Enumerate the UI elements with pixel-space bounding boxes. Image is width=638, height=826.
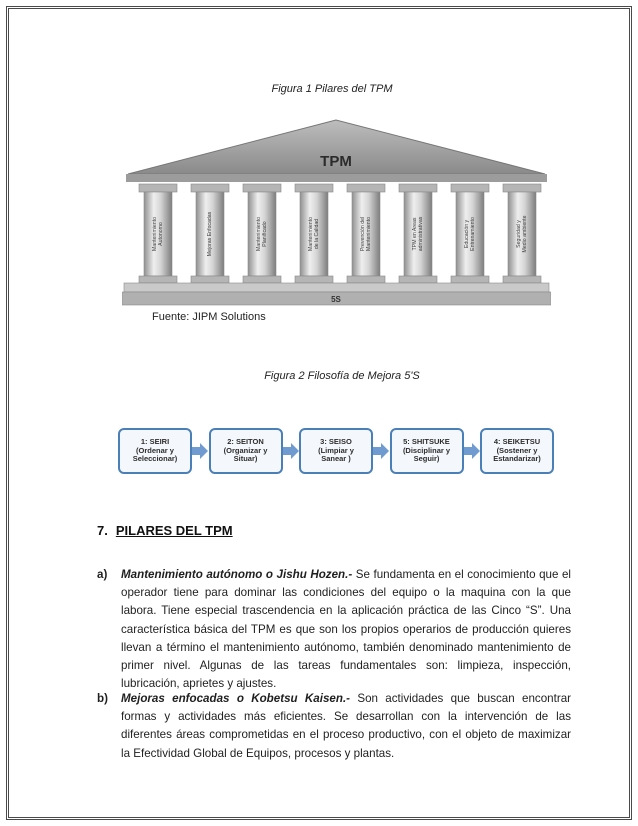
pillar-label-line: administrativas — [418, 216, 424, 252]
arrow-right-icon — [283, 443, 299, 459]
flow-step-label: 3: SEISO (Limpiar y Sanear ) — [318, 437, 354, 464]
pillar-label — [207, 211, 213, 256]
pillar-label — [308, 217, 320, 251]
figure-2-caption: Figura 2 Filosofía de Mejora 5'S — [264, 370, 420, 382]
arrow-right-icon — [192, 443, 208, 459]
pillar-label — [256, 217, 268, 251]
pillar-label-line: TPM en Areas — [412, 217, 418, 251]
figure-1-source: Fuente: JIPM Solutions — [152, 311, 266, 323]
pillar-capital — [191, 184, 229, 192]
pillar-label-line: Medio ambiente — [522, 215, 528, 253]
flow-step-label: 1: SEIRI (Ordenar y Seleccionar) — [132, 437, 178, 464]
pillar-label-line: Mantenimiento — [366, 216, 372, 252]
pillar-label-line: Mantenimiento — [308, 216, 314, 252]
list-item-body: Son actividades que buscan encontrar formas y actividades más eficientes. Se desarrollan con la intervención de las diferentes áreas comprometidas en el proceso productivo, con el objeto de maximizar la Efectividad Global de Equipos, procesos y plantas. — [121, 692, 571, 760]
pillar-label-line: de la Calidad — [314, 218, 320, 250]
flow-step-box — [390, 428, 464, 474]
tpm-temple-illustration — [122, 118, 551, 306]
list-item-lead: Mejoras enfocadas o Kobetsu Kaisen.- — [121, 692, 351, 705]
pillar-label-line: Autonomo — [158, 222, 164, 246]
list-item — [97, 566, 571, 693]
flow-step-label: 5: SHITSUKE (Disciplinar y Seguir) — [402, 437, 451, 464]
pillar-capital — [139, 184, 177, 192]
list-item-lead: Mantenimiento autónomo o Jishu Hozen.- — [121, 568, 353, 581]
section-heading — [97, 523, 233, 538]
tpm-pillars-figure — [122, 118, 551, 306]
list-item — [97, 690, 571, 763]
temple-step-top — [124, 283, 549, 292]
flow-step-box — [480, 428, 554, 474]
pillar-label — [412, 216, 424, 251]
base-label: 5S — [331, 295, 341, 304]
pillar-capital — [347, 184, 385, 192]
pillar-capital — [399, 184, 437, 192]
five-s-flow-figure — [118, 420, 554, 482]
flow-step-label: 2: SEITON (Organizar y Situar) — [223, 437, 268, 464]
pillar-label-line: Mejoras Enfocadas — [207, 211, 213, 257]
temple-entablature — [126, 174, 547, 182]
flow-step-label: 4: SEIKETSU (Sostener y Estandarizar) — [493, 437, 541, 464]
flow-step-box — [299, 428, 373, 474]
pillar-base — [191, 276, 229, 283]
pillar-label-line: Seguridad y — [516, 220, 522, 248]
arrow-right-icon — [464, 443, 480, 459]
flow-step-box — [209, 428, 283, 474]
flow-step-box — [118, 428, 192, 474]
pillar-capital — [243, 184, 281, 192]
pillar-base — [451, 276, 489, 283]
pillar-base — [503, 276, 541, 283]
pillar-base — [347, 276, 385, 283]
pillar-label-line: Mantenimiento — [152, 216, 158, 252]
pillar-base — [399, 276, 437, 283]
section-title: PILARES DEL TPM — [115, 523, 233, 538]
pillar-base — [243, 276, 281, 283]
pillar-capital — [451, 184, 489, 192]
roof-label: TPM — [320, 153, 352, 170]
pillar-label — [464, 217, 476, 251]
pillar-capital — [503, 184, 541, 192]
pillar-label-line: Mantenimiento — [256, 216, 262, 252]
pillar-label-line: Prevención del — [360, 216, 366, 252]
pillar-base — [295, 276, 333, 283]
pillar-label-line: Planificado — [262, 221, 268, 247]
list-item-text — [121, 566, 571, 693]
section-number: 7. — [97, 523, 108, 538]
list-item-marker: a) — [97, 568, 108, 581]
list-item-body: Se fundamenta en el conocimiento que el operador tiene para dominar las condiciones del equipo o la maquina con la que labora. Tiene especial trascendencia en la aplicación práctica de las Cinco “S”. Una característica básica del TPM es que son los propios operarios de producción quieres llevan a término el mantenimiento autónomo, también denominado mantenimiento de primer nivel. Algunas de las tareas fundamentales son: limpieza, inspección, lubricación, aprietes y ajustes. — [121, 568, 571, 691]
pillar-label-line: Educación y — [464, 219, 470, 249]
arrow-right-icon — [373, 443, 389, 459]
pillar-base — [139, 276, 177, 283]
figure-1-caption: Figura 1 Pilares del TPM — [271, 83, 393, 95]
list-item-marker: b) — [97, 692, 108, 705]
pillar-label — [360, 217, 372, 251]
pillar-label — [516, 215, 528, 252]
list-item-text — [121, 690, 571, 763]
pillar-capital — [295, 184, 333, 192]
pillar-label-line: Entrenamiento — [470, 217, 476, 251]
